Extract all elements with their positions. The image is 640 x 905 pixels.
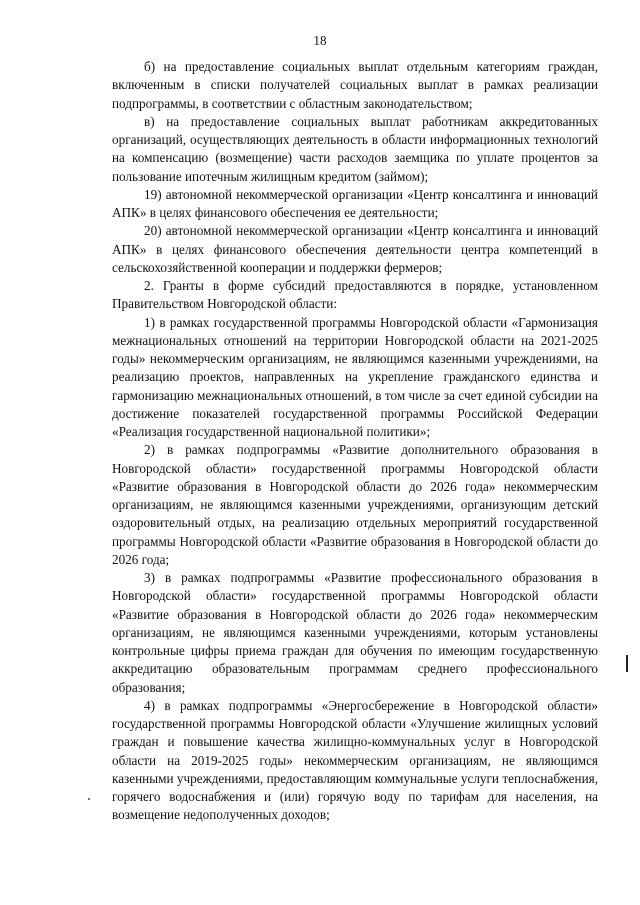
paragraph-2-grants: 2. Гранты в форме субсидий предоставляются в порядке, установленном Правительством Новгородской области: — [112, 278, 598, 312]
paragraph-v-it-mortgage: в) на предоставление социальных выплат работникам аккредитованных организаций, осуществляющих деятельность в области информационных технологий на компенсацию (возмещение) части расходов заемщика по уплате процентов за пользование ипотечным жилищным кредитом (займом); — [112, 113, 598, 184]
paragraph-grant-1-interethnic: 1) в рамках государственной программы Новгородской области «Гармонизация межнациональных отношений на территории Новгородской области на 2021-2025 годы» некоммерческим организациям, не являющимся казенными учреждениями, на реализацию проектов, направленных на укрепление гражданского единства и гармонизацию межнациональных отношений, в том числе за счет единой субсидии на достижение показателей государственной программы Российской Федерации «Реализация государственной национальной политики»; — [112, 314, 598, 439]
scan-speck — [88, 798, 90, 800]
paragraph-20-apk-competence-center: 20) автономной некоммерческой организации «Центр консалтинга и инноваций АПК» в целях финансового обеспечения деятельности центра компетенций в сельскохозяйственной кооперации и поддержки фермеров; — [112, 223, 598, 275]
paragraph-19-apk-center: 19) автономной некоммерческой организации «Центр консалтинга и инноваций АПК» в целях финансового обеспечения ее деятельности; — [112, 186, 598, 220]
paragraph-grant-2-additional-education: 2) в рамках подпрограммы «Развитие дополнительного образования в Новгородской области» государственной программы Новгородской области «Развитие образования в Новгородской области до 2026 года» некоммерческим организациям, не являющимся казенными учреждениями, организующим детский оздоровительный отдых, на реализацию отдельных мероприятий государственной программы Новгородской области «Развитие образования в Новгородской области до 2026 года; — [112, 442, 598, 567]
document-body — [112, 58, 598, 825]
paragraph-grant-3-vocational-education: 3) в рамках подпрограммы «Развитие профессионального образования в Новгородской области» государственной программы Новгородской области «Развитие образования в Новгородской области до 2026 года» некоммерческим организациям, не являющимся казенными учреждениями, которым установлены контрольные цифры приема граждан для обучения по имеющим государственную аккредитацию образовательным программам среднего профессионального образования; — [112, 570, 598, 695]
paragraph-grant-4-energy-saving: 4) в рамках подпрограммы «Энергосбережение в Новгородской области» государственной программы Новгородской области «Улучшение жилищных условий граждан и повышение качества жилищно-коммунальных услуг в Новгородской области на 2019-2025 годы» некоммерческим организациям, не являющимся казенными учреждениями, предоставляющим коммунальные услуги теплоснабжения, горячего водоснабжения и (или) горячую воду по тарифам для населения, на возмещение недополученных доходов; — [112, 697, 598, 823]
paragraph-b-social-payments: б) на предоставление социальных выплат отдельным категориям граждан, включенным в списки получателей социальных выплат в рамках реализации подпрограммы, в соответствии с областным законодательством; — [112, 59, 598, 111]
page-number: 18 — [313, 33, 327, 48]
margin-change-bar — [626, 655, 628, 672]
